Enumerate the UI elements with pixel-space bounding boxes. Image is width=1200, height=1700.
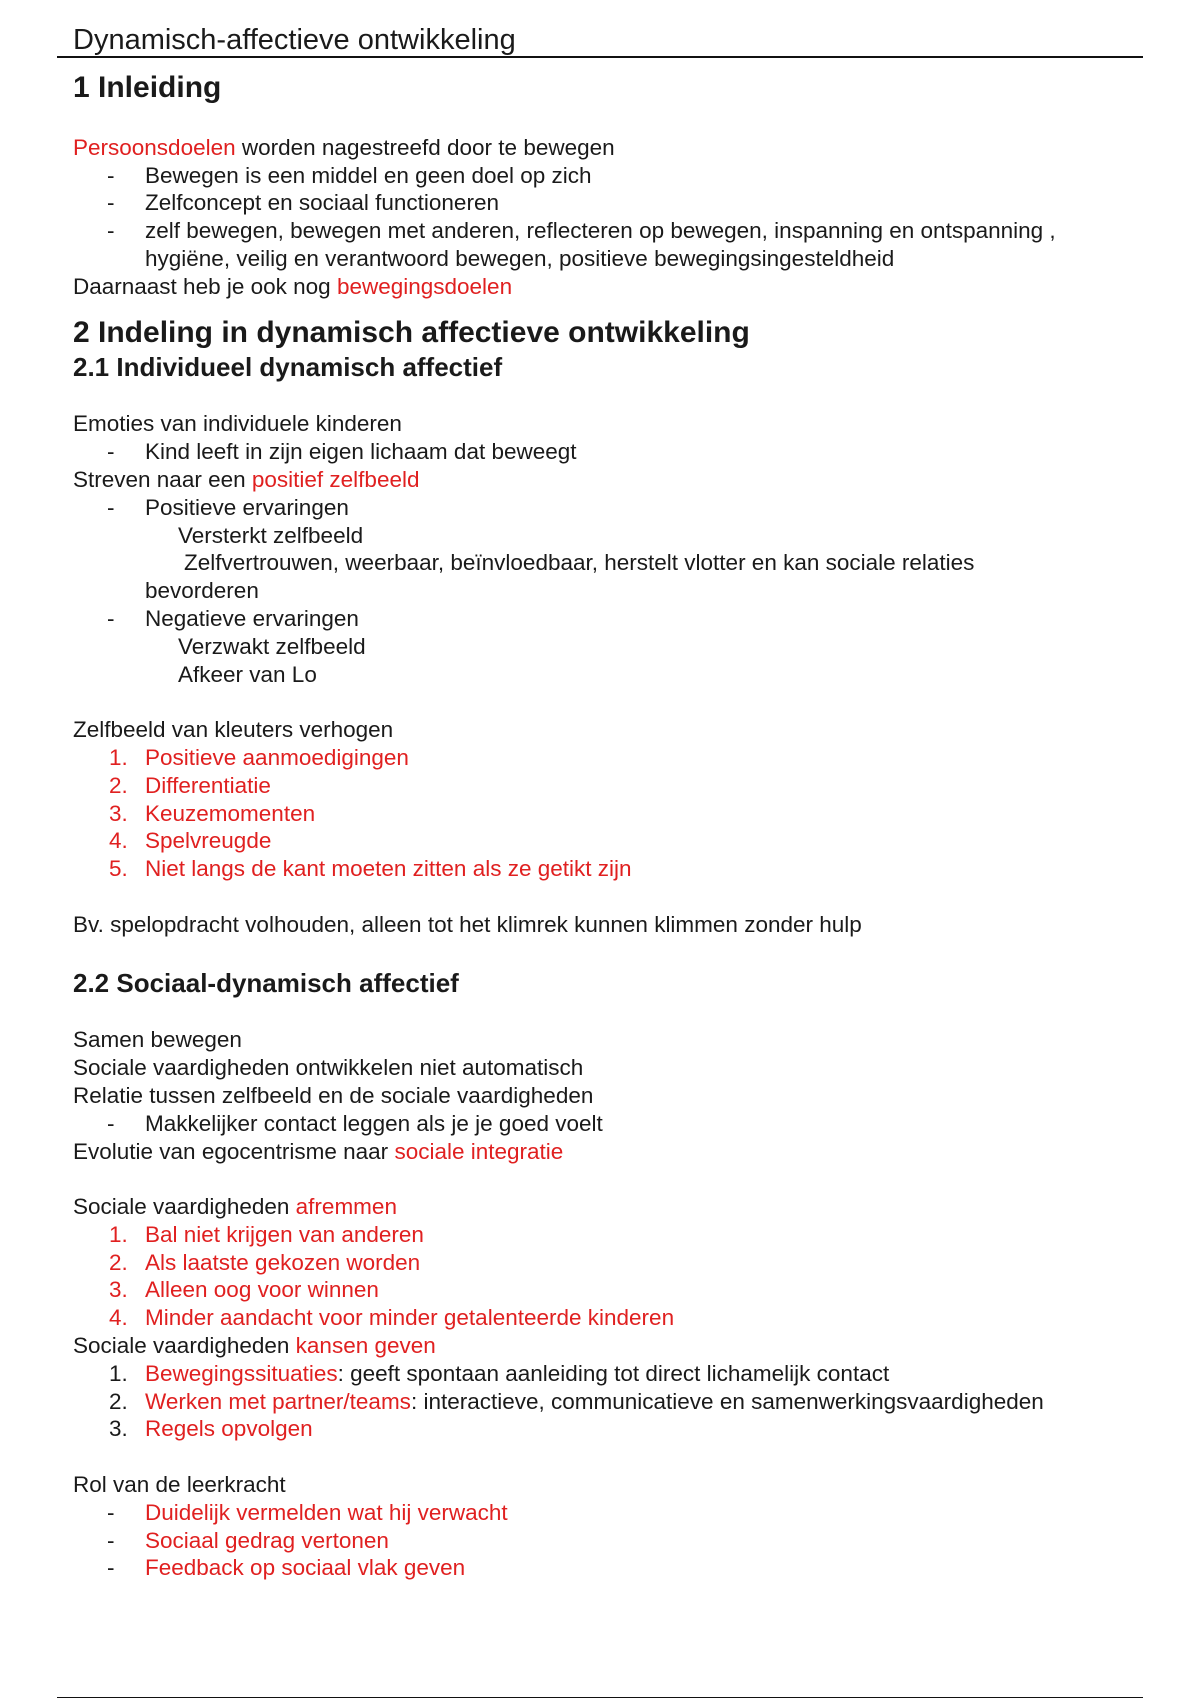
- inleiding-bullets: [73, 162, 1143, 273]
- list-item: - Positieve ervaringen: [107, 494, 349, 520]
- list-item: - Kind leeft in zijn eigen lichaam dat beweegt: [107, 439, 577, 465]
- text-line: Bv. spelopdracht volhouden, alleen tot het klimrek kunnen klimmen zonder hulp: [73, 911, 862, 937]
- text-line: Evolutie van egocentrisme naar sociale integratie: [73, 1138, 564, 1164]
- document-body: [73, 70, 1143, 1582]
- highlight-term: kansen geven: [295, 1333, 436, 1359]
- text-line: Streven naar een positief zelfbeeld: [73, 466, 420, 492]
- highlight-term: Persoonsdoelen: [73, 134, 236, 160]
- list-item: - Negatieve ervaringen: [107, 605, 359, 631]
- verhogen-list: [73, 744, 1143, 883]
- sub-line: Afkeer van Lo: [178, 661, 317, 687]
- sub-line: Versterkt zelfbeeld: [178, 522, 364, 548]
- list-item: 3. Keuzemomenten: [109, 800, 316, 826]
- list-item: 3. Regels opvolgen: [109, 1416, 313, 1442]
- text-line: Zelfbeeld van kleuters verhogen: [73, 717, 394, 743]
- list-item: - Sociaal gedrag vertonen: [107, 1527, 389, 1553]
- sub-line: bevorderen: [145, 578, 259, 604]
- list-item: 5. Niet langs de kant moeten zitten als ze getikt zijn: [109, 856, 632, 882]
- rol-list: [73, 1499, 1143, 1582]
- list-item: 4. Spelvreugde: [109, 828, 272, 854]
- sub-line: Zelfvertrouwen, weerbaar, beïnvloedbaar, herstelt vlotter en kan sociale relaties: [184, 550, 975, 576]
- afremmen-list: [73, 1221, 1143, 1332]
- text-line: Relatie tussen zelfbeeld en de sociale vaardigheden: [73, 1082, 594, 1108]
- kansen-list: [73, 1360, 1143, 1443]
- list-item: 1. Positieve aanmoedigingen: [109, 744, 409, 770]
- section-2-heading: 2 Indeling in dynamisch affectieve ontwikkeling: [73, 315, 750, 349]
- list-item: 3. Alleen oog voor winnen: [109, 1277, 379, 1303]
- text-line: Sociale vaardigheden kansen geven: [73, 1333, 436, 1359]
- section-2-1-heading: 2.1 Individueel dynamisch affectief: [73, 351, 503, 382]
- list-item: - Bewegen is een middel en geen doel op zich: [107, 162, 592, 188]
- list-item: 2. Werken met partner/teams: interactieve, communicatieve en samenwerkingsvaardigheden: [109, 1388, 1044, 1414]
- text-line: Sociale vaardigheden ontwikkelen niet automatisch: [73, 1055, 584, 1081]
- list-item: - Feedback op sociaal vlak geven: [107, 1555, 466, 1581]
- text-line: Samen bewegen: [73, 1027, 242, 1053]
- highlight-term: afremmen: [295, 1194, 397, 1220]
- list-item: - Zelfconcept en sociaal functioneren: [107, 190, 499, 216]
- header-rule: [57, 56, 1143, 58]
- highlight-term: bewegingsdoelen: [336, 273, 513, 299]
- list-item: - Duidelijk vermelden wat hij verwacht: [107, 1499, 508, 1525]
- sub-line: Verzwakt zelfbeeld: [178, 633, 366, 659]
- text-line: Sociale vaardigheden afremmen: [73, 1194, 397, 1220]
- page-header-title: Dynamisch-affectieve ontwikkeling: [73, 24, 516, 56]
- footer-rule: [57, 1697, 1143, 1698]
- text-line: Emoties van individuele kinderen: [73, 411, 402, 437]
- list-item: - Makkelijker contact leggen als je je goed voelt: [107, 1110, 603, 1136]
- highlight-term: positief zelfbeeld: [251, 466, 420, 492]
- list-item: 1. Bal niet krijgen van anderen: [109, 1221, 424, 1247]
- list-item: 2. Als laatste gekozen worden: [109, 1249, 421, 1275]
- text-line: Rol van de leerkracht: [73, 1472, 286, 1498]
- section-1-heading: 1 Inleiding: [73, 71, 222, 104]
- list-item: 1. Bewegingssituaties: geeft spontaan aanleiding tot direct lichamelijk contact: [109, 1360, 890, 1386]
- list-item: - zelf bewegen, bewegen met anderen, reflecteren op bewegen, inspanning en ontspanning , hygiëne, veilig en verantwoord bewegen, positieve bewegingsingesteldheid: [107, 218, 1056, 271]
- extra-line: Daarnaast heb je ook nog bewegingsdoelen: [73, 273, 513, 299]
- highlight-term: sociale integratie: [394, 1138, 564, 1164]
- intro-line: Persoonsdoelen worden nagestreefd door te bewegen: [73, 134, 615, 160]
- section-2-2-heading: 2.2 Sociaal-dynamisch affectief: [73, 967, 459, 998]
- list-item: 2. Differentiatie: [109, 772, 271, 798]
- list-item: 4. Minder aandacht voor minder getalenteerde kinderen: [109, 1305, 675, 1331]
